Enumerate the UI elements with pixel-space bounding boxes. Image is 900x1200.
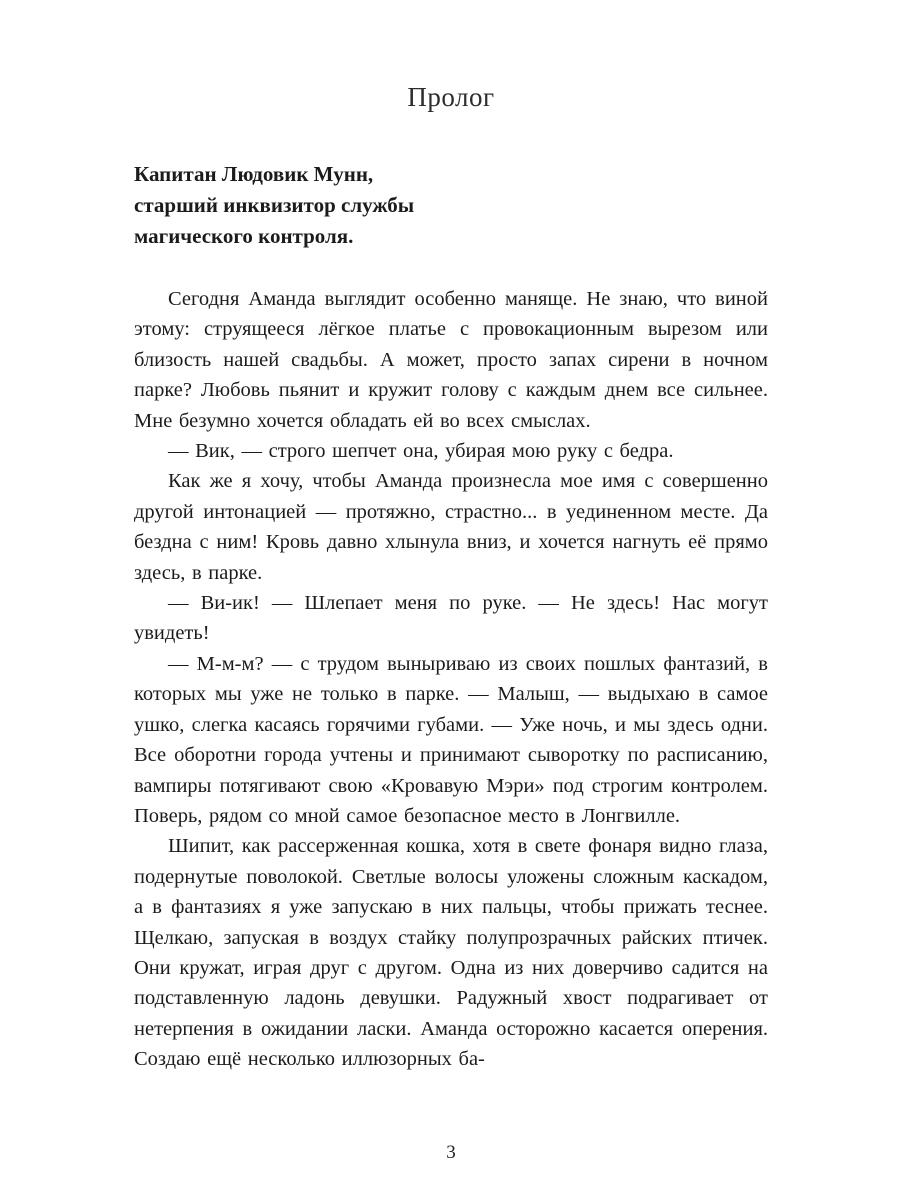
chapter-heading-line: старший инквизитор службы xyxy=(134,193,415,217)
paragraph: Как же я хочу, чтобы Аманда произнесла мое имя с совершенно другой интонацией — протяжно, страстно... в уединенном месте. Да бездна с ним! Кровь давно хлынула вниз, и хочется нагнуть её прямо здесь, в парке. xyxy=(134,470,768,584)
paragraph: Шипит, как рассерженная кошка, хотя в свете фонаря видно глаза, подернутые поволокой. Светлые волосы уложены сложным каскадом, а в фантазиях я уже запускаю в них пальцы, чтобы прижать теснее. Щелкаю, запуская в воздух стайку полупрозрачных райских птичек. Они кружат, играя друг с другом. Одна из них доверчиво садится на подставленную ладонь девушки. Радужный хвост подрагивает от нетерпения в ожидании ласки. Аманда осторожно касается оперения. Создаю ещё несколько иллюзорных ба- xyxy=(134,835,768,1071)
paragraph: — М-м-м? — с трудом выныриваю из своих пошлых фантазий, в которых мы уже не только в парке. — Малыш, — выдыхаю в самое ушко, слегка касаясь горячими губами. — Уже ночь, и мы здесь одни. Все оборотни города учтены и принимают сыворотку по расписанию, вампиры потягивают свою «Кровавую Мэри» под строгим контролем. Поверь, рядом со мной самое безопасное место в Лонгвилле. xyxy=(134,652,768,827)
paragraph: — Вик, — строго шепчет она, убирая мою руку с бедра. xyxy=(168,440,674,463)
paragraph: Сегодня Аманда выглядит особенно маняще. Не знаю, что виной этому: струящееся лёгкое платье с провокационным вырезом или близость нашей свадьбы. А может, просто запах сирени в ночном парке? Любовь пьянит и кружит голову с каждым днем все сильнее. Мне безумно хочется обладать ей во всех смыслах. xyxy=(134,288,768,432)
chapter-heading xyxy=(134,159,768,252)
body-text xyxy=(134,284,768,1075)
paragraph: — Ви-ик! — Шлепает меня по руке. — Не здесь! Нас могут увидеть! xyxy=(134,592,768,645)
page-title: Пролог xyxy=(407,82,495,112)
chapter-heading-line: Капитан Людовик Мунн, xyxy=(134,162,374,186)
chapter-heading-line: магического контроля. xyxy=(134,224,354,248)
page-number: 3 xyxy=(446,1142,456,1163)
